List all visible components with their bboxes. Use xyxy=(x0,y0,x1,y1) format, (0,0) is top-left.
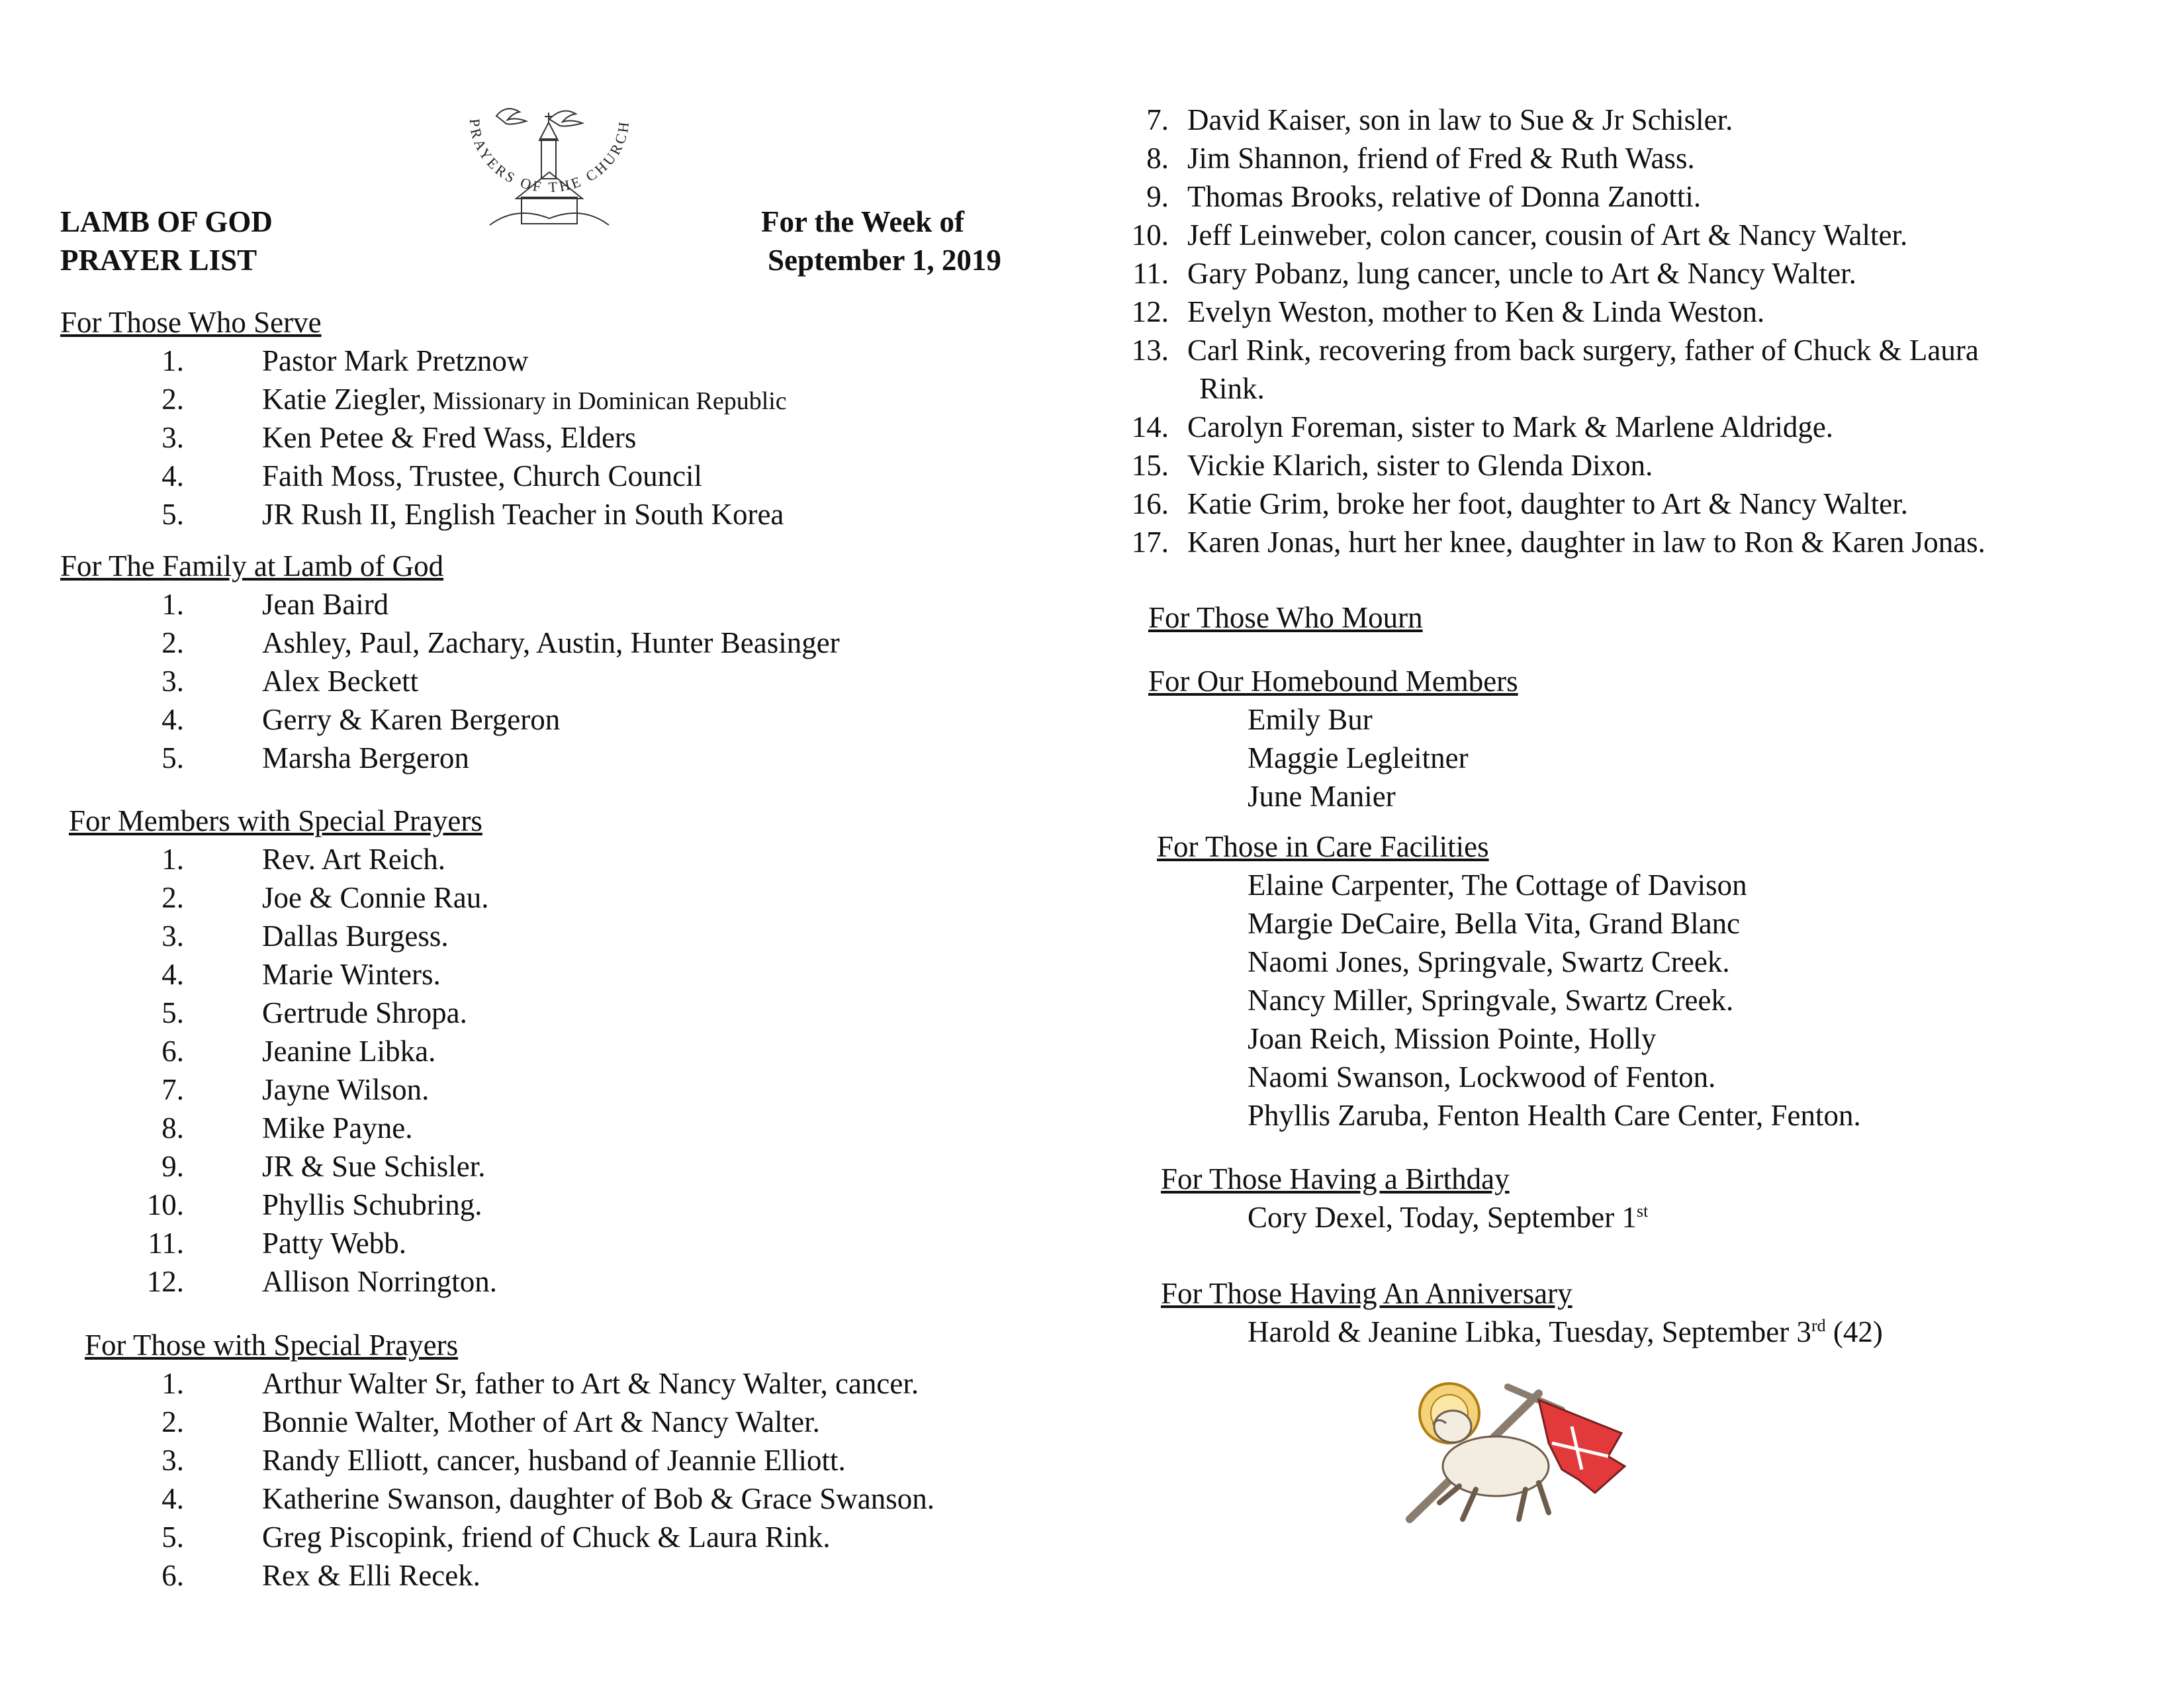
list-item: 1. Pastor Mark Pretznow xyxy=(161,344,529,377)
section-title-serve: For Those Who Serve xyxy=(60,306,322,339)
lamb-of-god-illustration xyxy=(1396,1370,1641,1529)
list-item: 4. Gerry & Karen Bergeron xyxy=(161,703,561,736)
list-item: 5. Greg Piscopink, friend of Chuck & Laura Rink. xyxy=(161,1521,831,1554)
list-item: 4. Faith Moss, Trustee, Church Council xyxy=(161,459,703,492)
list-item: 5. JR Rush II, English Teacher in South Korea xyxy=(161,498,784,531)
list-item: 8. Jim Shannon, friend of Fred & Ruth Wass. xyxy=(1146,142,1695,175)
week-date: September 1, 2019 xyxy=(768,244,1001,277)
anniversary-entry: Harold & Jeanine Libka, Tuesday, September 3rd (42) xyxy=(1248,1315,1883,1348)
birthday-entry: Cory Dexel, Today, September 1st xyxy=(1248,1201,1649,1234)
list-item: Margie DeCaire, Bella Vita, Grand Blanc xyxy=(1248,907,1741,940)
list-item: 3. Alex Beckett xyxy=(161,665,419,698)
list-item: 2. Bonnie Walter, Mother of Art & Nancy Walter. xyxy=(161,1405,820,1438)
list-item: 4. Marie Winters. xyxy=(161,958,441,991)
list-item: June Manier xyxy=(1248,780,1396,813)
title-line-2: PRAYER LIST xyxy=(60,244,257,277)
list-item: 4. Katherine Swanson, daughter of Bob & Grace Swanson. xyxy=(161,1482,935,1515)
list-item: Nancy Miller, Springvale, Swartz Creek. xyxy=(1248,984,1734,1017)
week-label: For the Week of xyxy=(761,205,965,238)
list-item: 1. Arthur Walter Sr, father to Art & Nancy Walter, cancer. xyxy=(161,1367,919,1400)
list-item: 9. JR & Sue Schisler. xyxy=(161,1150,486,1183)
list-item: Phyllis Zaruba, Fenton Health Care Center, Fenton. xyxy=(1248,1099,1861,1132)
section-title-special: For Those with Special Prayers xyxy=(85,1329,459,1362)
section-title-members: For Members with Special Prayers xyxy=(69,804,482,837)
list-item: 5. Marsha Bergeron xyxy=(161,741,469,774)
homebound-list xyxy=(1248,700,1469,816)
list-item: Naomi Swanson, Lockwood of Fenton. xyxy=(1248,1060,1716,1094)
list-item: 7. David Kaiser, son in law to Sue & Jr Schisler. xyxy=(1146,103,1733,136)
list-item: 12. Evelyn Weston, mother to Ken & Linda Weston. xyxy=(1131,295,1765,328)
section-title-family: For The Family at Lamb of God xyxy=(60,549,444,583)
family-list xyxy=(0,585,840,777)
care-list xyxy=(1248,866,1861,1135)
list-item: 12. Allison Norrington. xyxy=(146,1265,497,1298)
list-item: 3. Ken Petee & Fred Wass, Elders xyxy=(161,421,637,454)
prayers-of-the-church-logo xyxy=(450,93,649,252)
list-item: Maggie Legleitner xyxy=(1248,741,1469,774)
list-item: 6. Jeanine Libka. xyxy=(161,1035,436,1068)
list-item: 2. Katie Ziegler, Missionary in Dominican Republic xyxy=(161,383,787,416)
special-list-right xyxy=(1092,101,1985,561)
list-item: Elaine Carpenter, The Cottage of Davison xyxy=(1248,868,1747,902)
list-item: 10. Phyllis Schubring. xyxy=(146,1188,482,1221)
serve-list xyxy=(0,342,787,534)
list-item: 15. Vickie Klarich, sister to Glenda Dixon. xyxy=(1131,449,1653,482)
list-item: 14. Carolyn Foreman, sister to Mark & Marlene Aldridge. xyxy=(1131,410,1834,444)
special-list-left xyxy=(0,1364,934,1595)
logo-text: PRAYERS OF THE CHURCH xyxy=(466,118,633,196)
section-title-anniversary: For Those Having An Anniversary xyxy=(1161,1277,1572,1310)
section-title-homebound: For Our Homebound Members xyxy=(1148,665,1518,698)
list-item: 17. Karen Jonas, hurt her knee, daughter in law to Ron & Karen Jonas. xyxy=(1131,526,1985,559)
list-item: 8. Mike Payne. xyxy=(161,1111,413,1145)
section-title-mourn: For Those Who Mourn xyxy=(1148,601,1423,634)
members-list xyxy=(0,840,497,1301)
list-item: 3. Randy Elliott, cancer, husband of Jeannie Elliott. xyxy=(161,1444,846,1477)
list-item: 11. Gary Pobanz, lung cancer, uncle to Art & Nancy Walter. xyxy=(1132,257,1856,290)
list-item: 16. Katie Grim, broke her foot, daughter to Art & Nancy Walter. xyxy=(1131,487,1908,520)
list-item: 9. Thomas Brooks, relative of Donna Zanotti. xyxy=(1146,180,1702,213)
list-item-continuation: Rink. xyxy=(1199,372,1265,405)
list-item: 1. Rev. Art Reich. xyxy=(161,843,446,876)
list-item: 5. Gertrude Shropa. xyxy=(161,996,467,1029)
section-title-care: For Those in Care Facilities xyxy=(1157,830,1489,863)
list-item: 2. Joe & Connie Rau. xyxy=(161,881,489,914)
list-item: Naomi Jones, Springvale, Swartz Creek. xyxy=(1248,945,1730,978)
list-item: 10. Jeff Leinweber, colon cancer, cousin of Art & Nancy Walter. xyxy=(1131,218,1908,252)
svg-text:PRAYERS OF THE CHURCH xyxy=(467,118,633,195)
list-item: 11. Patty Webb. xyxy=(148,1227,407,1260)
list-item: 7. Jayne Wilson. xyxy=(161,1073,430,1106)
list-item: 2. Ashley, Paul, Zachary, Austin, Hunter Beasinger xyxy=(161,626,840,659)
list-item: 13. Carl Rink, recovering from back surgery, father of Chuck & Laura xyxy=(1131,334,1979,367)
title-line-1: LAMB OF GOD xyxy=(60,205,273,238)
list-item: Emily Bur xyxy=(1248,703,1373,736)
section-title-birthday: For Those Having a Birthday xyxy=(1161,1162,1510,1196)
list-item: 1. Jean Baird xyxy=(161,588,389,621)
list-item: 3. Dallas Burgess. xyxy=(161,919,449,953)
list-item: Joan Reich, Mission Pointe, Holly xyxy=(1248,1022,1657,1055)
list-item: 6. Rex & Elli Recek. xyxy=(161,1559,480,1592)
